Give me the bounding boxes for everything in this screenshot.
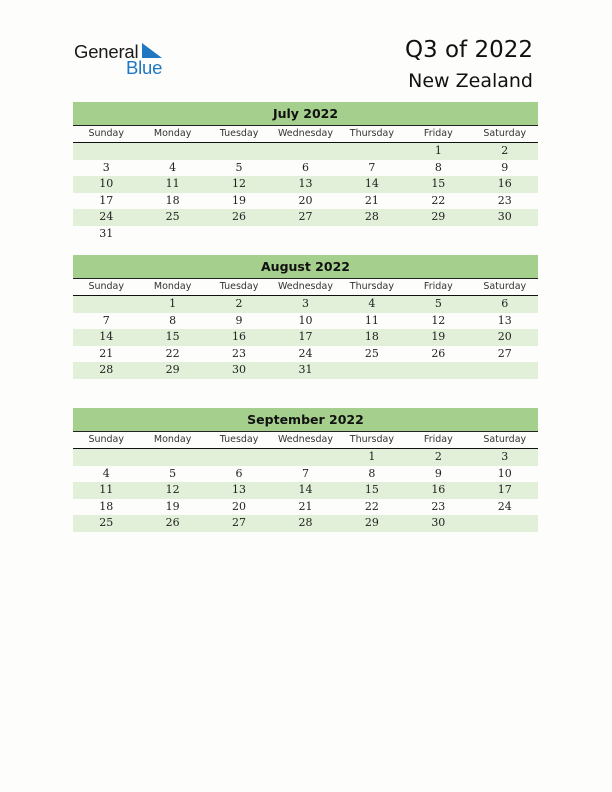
day-cell: 2 [434,450,442,463]
day-cell [73,296,139,313]
day-cell: 26 [165,516,180,529]
day-cell [272,449,338,466]
day-cell: 13 [497,313,512,327]
day-cell: 25 [99,516,114,529]
day-cell: 14 [99,330,114,343]
day-cell [272,143,338,160]
day-cell: 31 [99,226,114,240]
weekday-label: Thursday [349,434,394,445]
day-cell: 21 [298,499,313,513]
day-cell: 31 [298,363,313,376]
logo-text-general: General [74,41,139,62]
day-cell: 9 [235,313,243,327]
weekday-label: Friday [423,281,453,292]
day-cell: 11 [99,483,114,496]
day-cell: 18 [364,330,379,343]
day-cell [73,449,139,466]
day-cell: 28 [364,210,379,223]
day-cell: 24 [298,346,313,360]
day-cell: 25 [165,210,180,223]
weekday-label: Saturday [483,281,527,292]
day-cell: 18 [165,193,180,207]
day-cell: 1 [169,297,177,310]
weekday-label: Thursday [349,281,394,292]
day-cell: 10 [99,177,114,190]
day-cell: 4 [102,466,110,480]
day-cell: 17 [99,193,114,207]
day-cell: 30 [431,516,446,529]
weekday-label: Wednesday [277,281,333,292]
week-row [73,209,538,226]
day-cell: 28 [99,363,114,376]
day-cell [405,226,471,243]
day-cell: 23 [232,346,247,360]
weekday-label: Saturday [483,128,527,139]
day-cell: 20 [298,193,313,207]
week-row [73,329,538,346]
day-cell [272,226,338,243]
day-cell: 10 [497,466,512,480]
day-cell: 21 [364,193,379,207]
day-cell: 21 [99,346,114,360]
day-cell: 20 [497,330,512,343]
day-cell: 6 [235,466,243,480]
day-cell: 26 [431,346,446,360]
day-cell: 22 [364,499,379,513]
day-cell: 9 [434,466,442,480]
logo-text-blue: Blue [126,57,163,78]
day-cell: 22 [431,193,446,207]
day-cell: 23 [431,499,446,513]
day-cell: 16 [232,330,247,343]
day-cell [206,226,272,243]
weekday-label: Tuesday [219,128,259,139]
day-cell: 15 [165,330,180,343]
week-row [73,482,538,499]
day-cell: 7 [368,160,376,174]
day-cell: 3 [501,450,509,463]
day-cell: 1 [434,144,442,157]
month-title: July 2022 [73,102,538,125]
day-cell: 3 [301,297,309,310]
logo-triangle-icon [142,43,162,58]
day-cell: 5 [434,297,442,310]
week-row [73,346,538,363]
day-cell [206,449,272,466]
day-cell: 5 [235,160,243,174]
weekday-label: Thursday [349,128,394,139]
day-cell: 15 [431,177,446,190]
week-row [73,143,538,160]
day-cell: 23 [497,193,512,207]
day-cell: 14 [364,177,379,190]
week-row [73,499,538,516]
day-cell: 29 [165,363,180,376]
weekday-label: Tuesday [219,434,259,445]
day-cell: 19 [165,499,180,513]
weekday-label: Monday [153,128,192,139]
day-cell: 28 [298,516,313,529]
day-cell: 8 [169,313,177,327]
day-cell [472,515,538,532]
day-cell: 4 [368,297,376,310]
day-cell: 12 [232,177,247,190]
day-cell: 11 [165,177,180,190]
day-cell: 16 [497,177,512,190]
weekday-label: Saturday [483,434,527,445]
day-cell: 8 [368,466,376,480]
day-cell [139,226,205,243]
day-cell: 16 [431,483,446,496]
page-subtitle: New Zealand [408,70,533,92]
weekday-header-row [73,125,538,143]
day-cell: 7 [301,466,309,480]
month-title: August 2022 [73,255,538,278]
day-cell [206,143,272,160]
day-cell: 26 [232,210,247,223]
day-cell [339,362,405,379]
week-row [73,362,538,379]
day-cell: 18 [99,499,114,513]
week-row [73,515,538,532]
day-cell: 13 [298,177,313,190]
day-cell: 17 [497,483,512,496]
month-title: September 2022 [73,408,538,431]
day-cell: 2 [235,297,243,310]
week-row [73,160,538,177]
day-cell: 2 [501,144,509,157]
week-row [73,449,538,466]
day-cell: 12 [431,313,446,327]
day-cell: 30 [232,363,247,376]
week-row [73,466,538,483]
day-cell: 24 [99,210,114,223]
weekday-label: Monday [153,434,192,445]
day-cell: 22 [165,346,180,360]
day-cell: 17 [298,330,313,343]
day-cell [472,362,538,379]
day-cell: 30 [497,210,512,223]
day-cell: 29 [364,516,379,529]
weekday-label: Monday [153,281,192,292]
month-calendar [73,102,538,242]
day-cell: 10 [298,313,313,327]
day-cell: 7 [102,313,110,327]
day-cell: 27 [232,516,247,529]
day-cell [73,143,139,160]
day-cell: 11 [364,313,379,327]
day-cell [339,226,405,243]
day-cell: 19 [431,330,446,343]
day-cell: 9 [501,160,509,174]
week-row [73,176,538,193]
weekday-label: Sunday [88,128,124,139]
day-cell: 6 [301,160,309,174]
day-cell: 20 [232,499,247,513]
day-cell: 5 [169,466,177,480]
week-row [73,313,538,330]
day-cell: 15 [364,483,379,496]
weekday-header-row [73,431,538,449]
day-cell: 6 [501,297,509,310]
weekday-label: Sunday [88,281,124,292]
day-cell: 1 [368,450,376,463]
weekday-label: Wednesday [277,128,333,139]
weekday-label: Friday [423,128,453,139]
day-cell: 13 [232,483,247,496]
day-cell: 19 [232,193,247,207]
month-calendar [73,408,538,532]
page-title: Q3 of 2022 [404,37,533,63]
day-cell: 8 [434,160,442,174]
day-cell: 27 [497,346,512,360]
weekday-label: Sunday [88,434,124,445]
logo [74,40,174,80]
month-calendar [73,255,538,379]
week-row [73,193,538,210]
day-cell: 14 [298,483,313,496]
day-cell [139,449,205,466]
day-cell [139,143,205,160]
day-cell: 25 [364,346,379,360]
day-cell [339,143,405,160]
week-row [73,226,538,243]
weekday-label: Friday [423,434,453,445]
day-cell [472,226,538,243]
day-cell: 12 [165,483,180,496]
day-cell: 27 [298,210,313,223]
weekday-label: Tuesday [219,281,259,292]
week-row [73,296,538,313]
day-cell: 24 [497,499,512,513]
day-cell: 4 [169,160,177,174]
weekday-header-row [73,278,538,296]
day-cell: 29 [431,210,446,223]
day-cell: 3 [102,160,110,174]
weekday-label: Wednesday [277,434,333,445]
day-cell [405,362,471,379]
